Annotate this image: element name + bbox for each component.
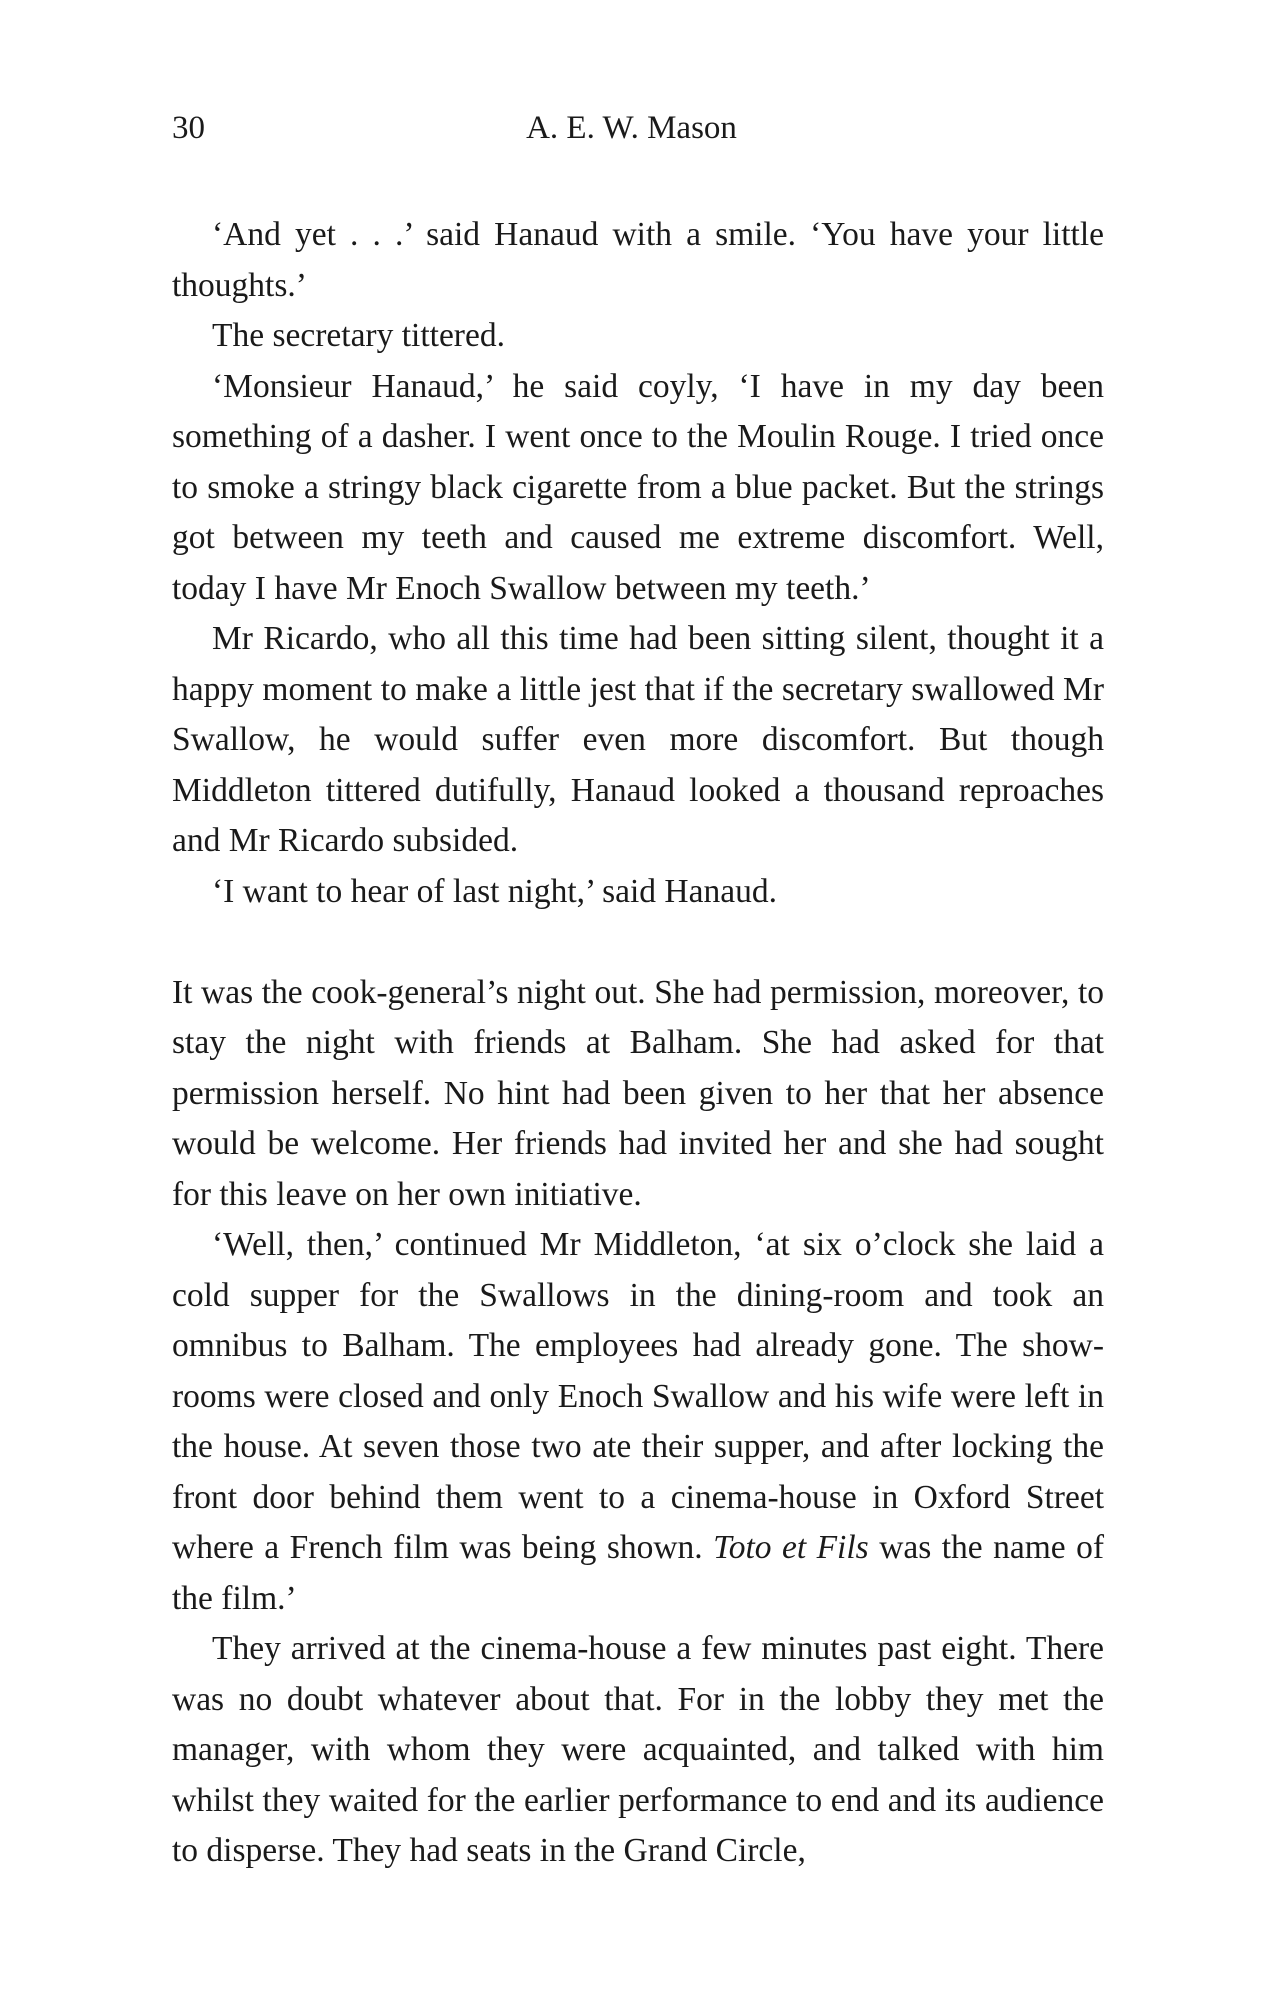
paragraph-text: ‘Well, then,’ continued Mr Middleton, ‘at six o’clock she laid a cold supper for the Swallows in the dining-room and took an omnibus to Balham. The employees had already gone. The showrooms were closed and only Enoch Swallow and his wife were left in the house. At seven those two ate their supper, and after locking the front door behind them went to a cinema-house in Oxford Street where a French film was being shown. bbox=[172, 1226, 1104, 1566]
body-text bbox=[172, 210, 1104, 1877]
paragraph-text-end: was the name of the film.’ bbox=[172, 1529, 1105, 1617]
paragraph: ‘And yet . . .’ said Hanaud with a smile. ‘You have your little thoughts.’ bbox=[172, 216, 1104, 304]
running-head: A. E. W. Mason bbox=[526, 110, 737, 146]
film-title: Toto et Fils bbox=[713, 1529, 869, 1566]
paragraph: ‘Monsieur Hanaud,’ he said coyly, ‘I have in my day been something of a dasher. I went once to the Moulin Rouge. I tried once to smoke a stringy black cigarette from a blue packet. But the strings got between my teeth and caused me extreme discomfort. Well, today I have Mr Enoch Swallow between my teeth.’ bbox=[172, 367, 1104, 607]
paragraph bbox=[172, 1220, 1104, 1624]
paragraph: They arrived at the cinema-house a few minutes past eight. There was no doubt whatever about that. For in the lobby they met the manager, with whom they were acquainted, and talked with him whilst they waited for the earlier performance to end and its audience to disperse. They had seats in the Grand Circle, bbox=[172, 1630, 1104, 1869]
page-number: 30 bbox=[172, 110, 205, 146]
paragraph-section-start: It was the cook-general’s night out. She had permission, moreover, to stay the night with friends at Balham. She had asked for that permission herself. No hint had been given to her that her absence would be welcome. Her friends had invited her and she had sought for this leave on her own initiative. bbox=[172, 973, 1104, 1213]
paragraph: ‘I want to hear of last night,’ said Hanaud. bbox=[212, 872, 777, 910]
paragraph: Mr Ricardo, who all this time had been sitting silent, thought it a happy moment to make a little jest that if the secretary swallowed Mr Swallow, he would suffer even more discomfort. But though Middleton tittered dutifully, Hanaud looked a thousand reproaches and Mr Ricardo subsided. bbox=[172, 620, 1104, 859]
paragraph: The secretary tittered. bbox=[212, 317, 505, 354]
